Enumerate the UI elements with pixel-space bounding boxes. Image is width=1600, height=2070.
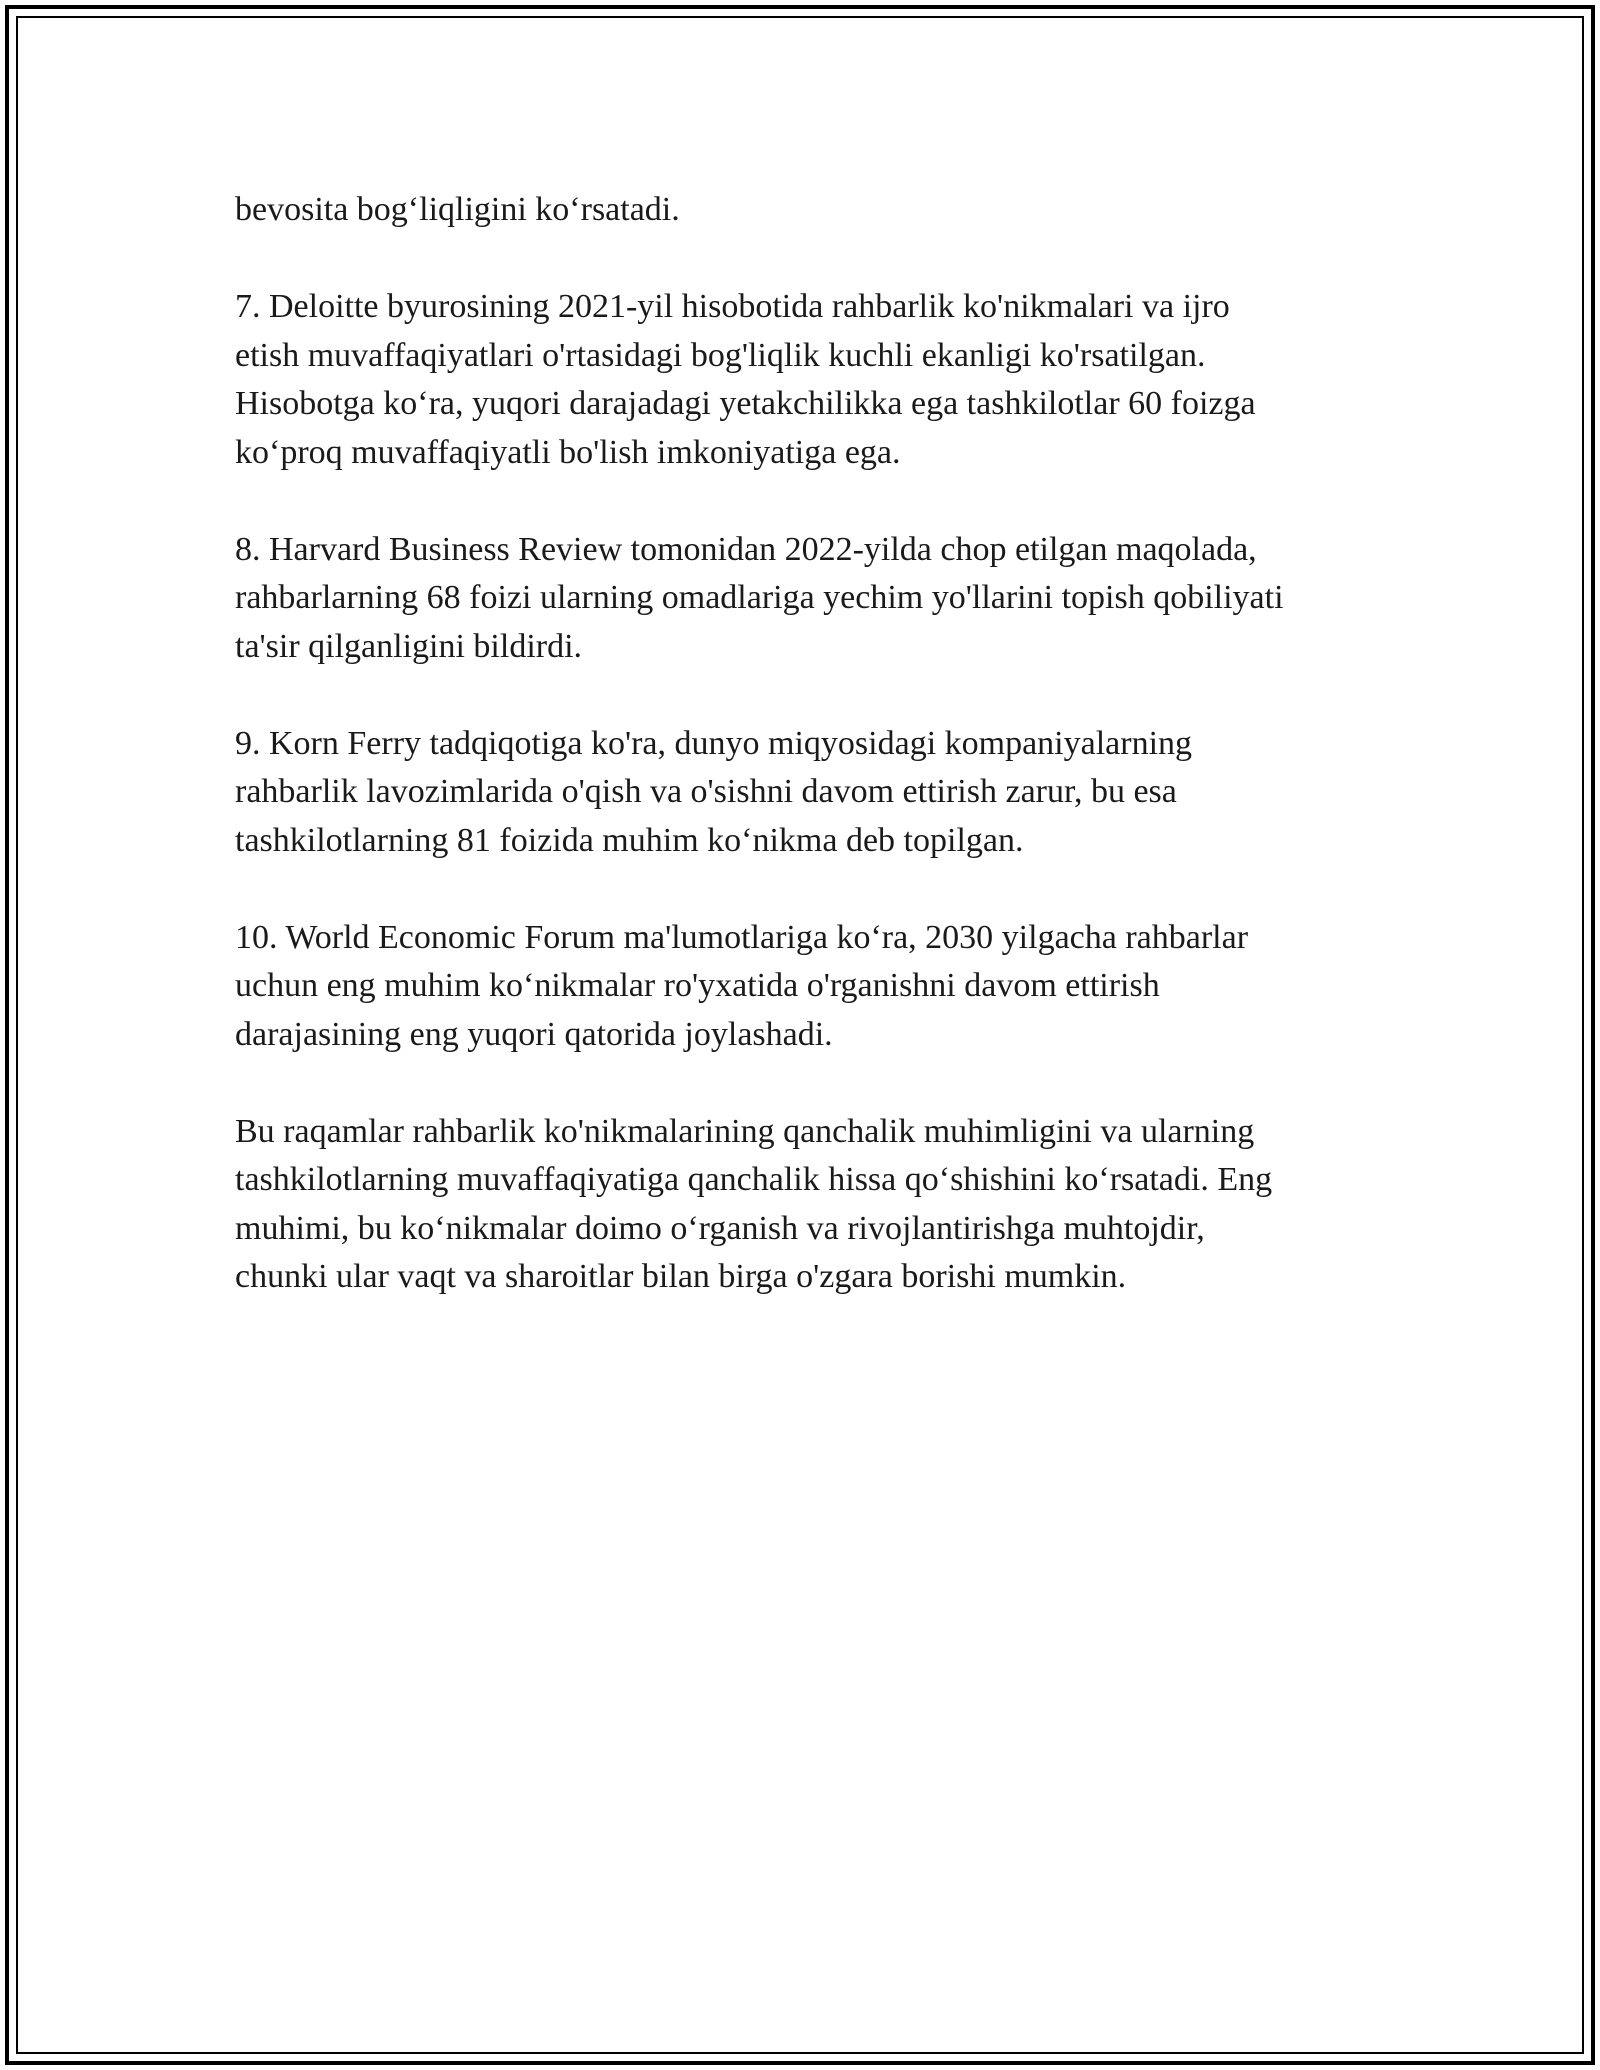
- paragraph-item-9: 9. Korn Ferry tadqiqotiga ko'ra, dunyo miqyosidagi kompaniyalarning rahbarlik lavozimlarida o'qish va o'sishni davom ettirish zarur, bu esa tashkilotlarning 81 foizida muhim ko‘nikma deb topilgan.: [235, 724, 1193, 859]
- paragraph-item-10: 10. World Economic Forum ma'lumotlariga ko‘ra, 2030 yilgacha rahbarlar uchun eng muhim ko‘nikmalar ro'yxatida o'rganishni davom ettirish darajasining eng yuqori qatorida joylashadi.: [235, 918, 1249, 1053]
- paragraph-continuation: bevosita bog‘liqligini ko‘rsatadi.: [235, 191, 680, 228]
- paragraph-item-8: 8. Harvard Business Review tomonidan 2022-yilda chop etilgan maqolada, rahbarlarning 68 foizi ularning omadlariga yechim yo'llarini topish qobiliyati ta'sir qilganligini bildirdi.: [235, 530, 1284, 665]
- paragraph-item-7: 7. Deloitte byurosining 2021-yil hisobotida rahbarlik ko'nikmalari va ijro etish muvaffaqiyatlari o'rtasidagi bog'liqlik kuchli ekanligi ko'rsatilgan. Hisobotga ko‘ra, yuqori darajadagi yetakchilikka ega tashkilotlar 60 foizga ko‘proq muvaffaqiyatli bo'lish imkoniyatiga ega.: [235, 288, 1256, 471]
- paragraph-conclusion: Bu raqamlar rahbarlik ko'nikmalarining qanchalik muhimligini va ularning tashkilotlarning muvaffaqiyatiga qanchalik hissa qo‘shishini ko‘rsatadi. Eng muhimi, bu ko‘nikmalar doimo o‘rganish va rivojlantirishga muhtojdir, chunki ular vaqt va sharoitlar bilan birga o'zgara borishi mumkin.: [235, 1112, 1273, 1295]
- document-body: [235, 186, 1385, 1350]
